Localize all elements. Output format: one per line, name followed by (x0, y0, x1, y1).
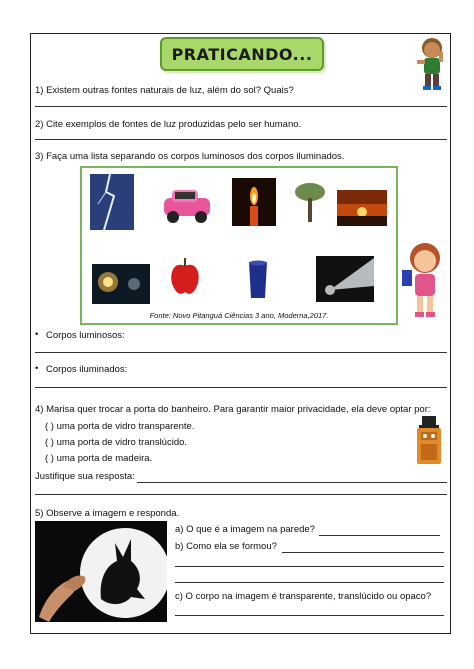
justify-line-2[interactable] (35, 494, 447, 495)
answer-line-5a[interactable] (319, 535, 440, 536)
door-character-illustration (412, 416, 446, 468)
title-banner (160, 37, 324, 71)
figure-caption: Fonte: Novo Pitanguá Ciências 3 ano, Moderna,2017. (149, 311, 329, 320)
question-3: 3) Faça uma lista separando os corpos luminosos dos corpos iluminados. (35, 151, 345, 162)
option-transparent-door[interactable]: ( ) uma porta de vidro transparente. (45, 421, 195, 432)
page-title: PRATICANDO... (171, 44, 313, 64)
answer-line-illuminated[interactable] (35, 387, 447, 388)
question-4: 4) Marisa quer trocar a porta do banheiro. Para garantir maior privacidade, ela deve optar por: (35, 404, 431, 415)
girl-illustration (400, 240, 448, 320)
bullet-dot-luminous: • (35, 329, 39, 340)
answer-line-q1[interactable] (35, 106, 447, 107)
answer-line-5b[interactable] (282, 552, 444, 553)
question-2: 2) Cite exemplos de fontes de luz produzidas pelo ser humano. (35, 119, 302, 130)
question-5a: a) O que é a imagem na parede? (175, 524, 315, 535)
answer-line-5b-3[interactable] (175, 582, 444, 583)
option-translucent-door[interactable]: ( ) uma porta de vidro translúcido. (45, 437, 188, 448)
answer-line-5b-2[interactable] (175, 566, 444, 567)
vase-image (246, 260, 270, 300)
answer-line-luminous[interactable] (35, 352, 447, 353)
sunset-image (337, 190, 387, 226)
tree-image (292, 178, 328, 226)
justify-label: Justifique sua resposta: (35, 471, 135, 482)
toy-car-image (160, 182, 214, 226)
flashlight-image (316, 256, 374, 302)
answer-line-5c[interactable] (175, 615, 444, 616)
justify-line-1[interactable] (137, 482, 447, 483)
lightning-image (90, 174, 134, 230)
answer-line-q2[interactable] (35, 139, 447, 140)
option-wood-door[interactable]: ( ) uma porta de madeira. (45, 453, 153, 464)
question-1: 1) Existem outras fontes naturais de luz, além do sol? Quais? (35, 85, 294, 96)
bullet-dot-illuminated: • (35, 363, 39, 374)
question-5: 5) Observe a imagem e responda. (35, 508, 180, 519)
question-5b: b) Como ela se formou? (175, 541, 277, 552)
apple-image (168, 256, 202, 298)
illuminated-label: Corpos iluminados: (46, 364, 128, 375)
luminous-label: Corpos luminosos: (46, 330, 125, 341)
candle-image (232, 178, 276, 226)
light-sources-figure (80, 166, 398, 325)
hand-shadow-image (35, 521, 167, 622)
question-5c: c) O corpo na imagem é transparente, translúcido ou opaco? (175, 591, 432, 602)
light-bulb-image (92, 264, 150, 304)
boy-illustration (412, 36, 452, 92)
